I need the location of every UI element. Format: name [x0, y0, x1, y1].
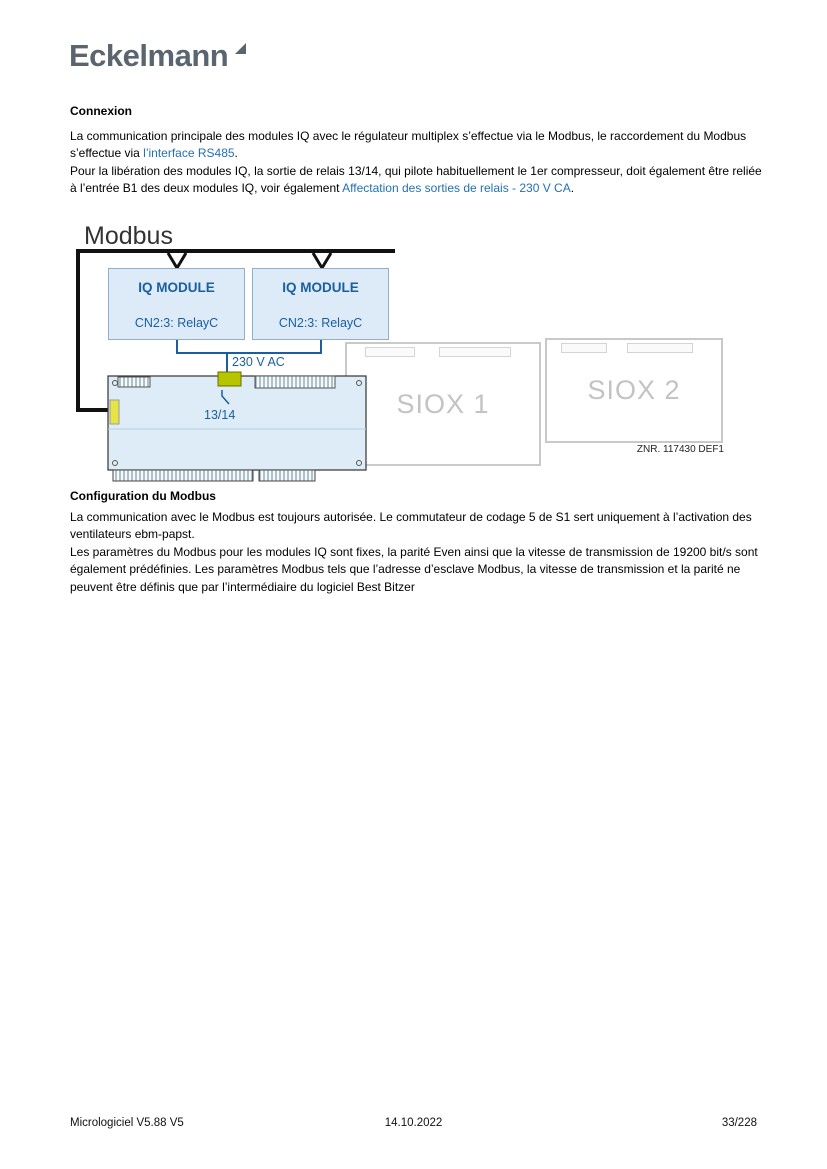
link-affectation-sorties-relais[interactable]: Affectation des sorties de relais - 230 V CA [342, 181, 571, 196]
connexion-p2-text: Pour la libération des modules IQ, la sortie de relais 13/14, qui pilote habituellement le 1er compresseur, doit également être reliée à l’entrée B1 des deux modules IQ, voir également [70, 163, 762, 196]
footer-version: Micrologiciel V5.88 V5 [70, 1117, 184, 1129]
configuration-paragraph-1: La communication avec le Modbus est toujours autorisée. Le commutateur de codage 5 de S1 sert uniquement à l’activation des ventilateurs ebm-papst. [70, 510, 752, 542]
link-interface-rs485[interactable]: l’interface RS485 [143, 146, 235, 161]
relay-terminal-label: 13/14 [204, 408, 236, 422]
iq-module-1-title: IQ MODULE [138, 280, 215, 295]
connexion-paragraph-2 [70, 163, 767, 198]
configuration-paragraph-2: Les paramètres du Modbus pour les modules IQ sont fixes, la parité Even ainsi que la vitesse de transmission de 19200 bit/s sont également prédéfinies. Les paramètres Modbus tels que l’adresse d’esclave Modbus, la vitesse de transmission et la parité ne peuvent être définis que par l’intermédiaire du logiciel Best Bitzer [70, 544, 758, 594]
logo [69, 40, 248, 71]
board-top-connector [118, 377, 150, 387]
board-top-connector-wide [255, 376, 335, 388]
connexion-p2-period: . [570, 181, 575, 196]
iq-module-1-port: CN2:3: RelayC [134, 316, 219, 330]
connexion-p1-text: La communication principale des modules IQ avec le régulateur multiplex s’effectue via le Modbus, le raccordement du Modbus s’effectue via [70, 129, 747, 161]
relay-output-block [218, 372, 241, 386]
controller-board [108, 372, 366, 481]
footer-date: 14.10.2022 [384, 1117, 443, 1129]
iq-module-2 [252, 268, 389, 340]
bus-terminal-block [110, 400, 119, 424]
modbus-diagram [70, 222, 730, 494]
configuration-heading: Configuration du Modbus [70, 489, 216, 503]
siox2-label: SIOX 2 [587, 375, 681, 405]
iq-module-1 [108, 268, 245, 340]
section-connexion [70, 104, 767, 198]
logo-text: Eckelmann [69, 38, 229, 73]
connexion-heading: Connexion [70, 104, 132, 118]
section-configuration [70, 489, 770, 596]
voltage-label: 230 V AC [232, 355, 285, 369]
bus-branch-1 [168, 253, 186, 268]
connexion-paragraph-1 [70, 128, 767, 163]
diagram-title: Modbus [84, 222, 173, 250]
bus-branch-2 [313, 253, 331, 268]
iq-module-2-title: IQ MODULE [282, 280, 359, 295]
footer-page-number: 33/228 [721, 1117, 757, 1129]
terminal-strip [259, 470, 315, 481]
logo-mark-icon [233, 41, 248, 61]
drawing-reference: ZNR. 117430 DEF1 [636, 444, 724, 455]
siox1-label: SIOX 1 [396, 388, 490, 419]
terminal-strip [113, 470, 253, 481]
page-footer [70, 1117, 757, 1129]
iq-module-2-port: CN2:3: RelayC [278, 316, 363, 330]
connexion-p1-period: . [234, 146, 238, 161]
